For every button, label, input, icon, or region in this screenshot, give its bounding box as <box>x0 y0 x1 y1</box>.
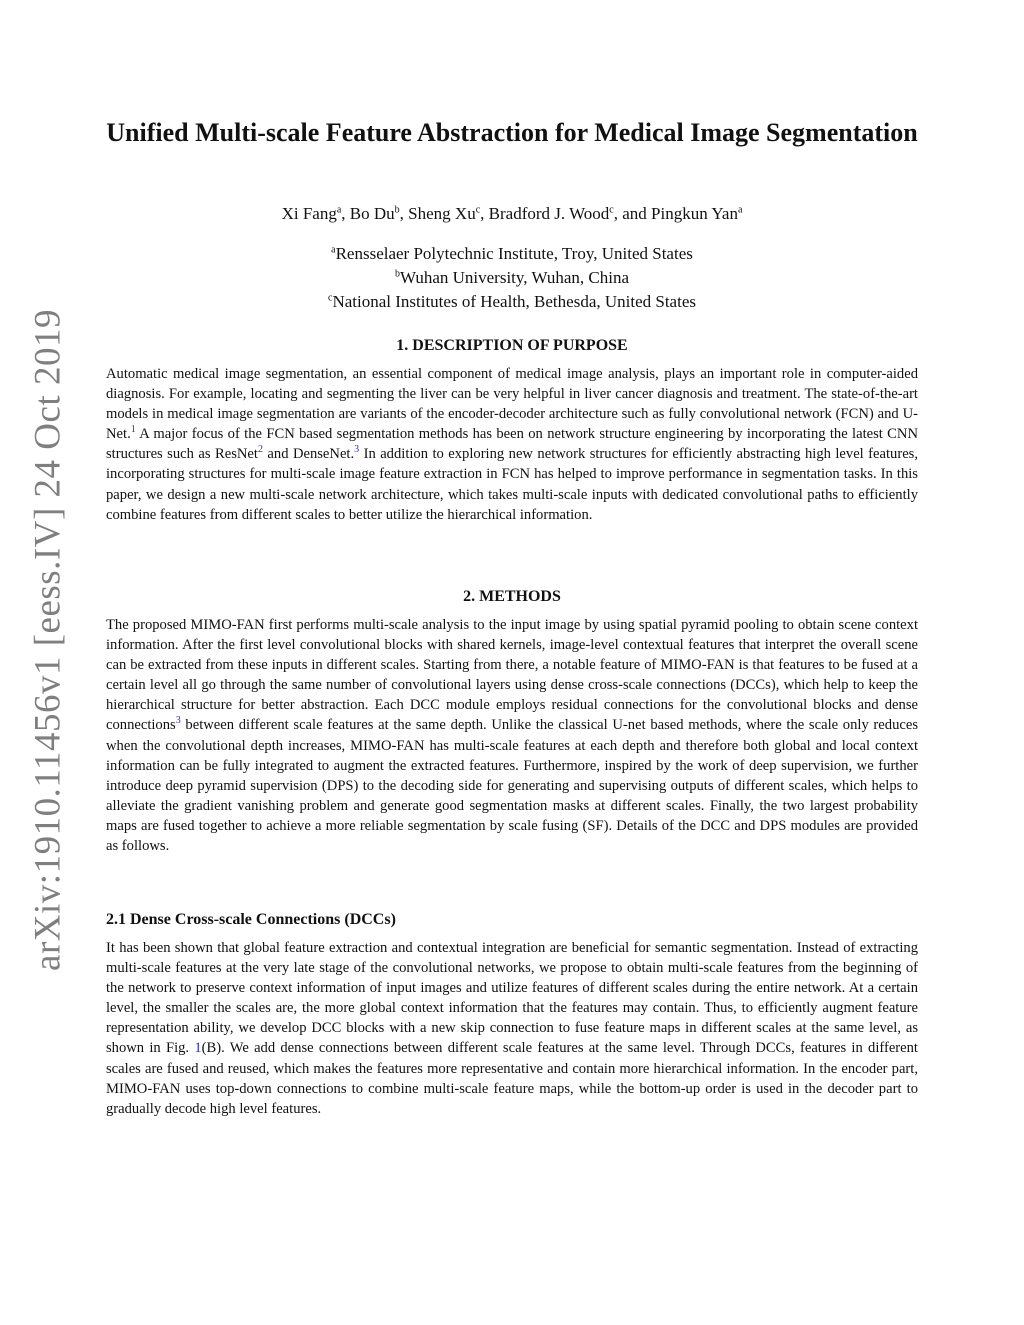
section-heading-purpose: 1. DESCRIPTION OF PURPOSE <box>396 337 628 354</box>
text-run: between different scale features at the same depth. Unlike the classical U-net based methods, where the scale only reduces when the convolutional depth increases, MIMO-FAN has multi-scale features at each depth and therefore both global and local context information can be fully integrated to augment the extracted features. Furthermore, inspired by the work of deep supervision, we further introduce deep pyramid supervision (DPS) to the decoding side for generating and supervising outputs of different scales, which helps to alleviate the gradient vanishing problem and generate good segmentation masks at different scales. Finally, the two largest probability maps are fused together to achieve a more reliable segmentation by scale fusing (SF). Details of the DCC and DPS modules are provided as follows. <box>106 717 918 855</box>
author-separator: , <box>341 204 350 223</box>
affiliation <box>100 266 924 290</box>
author-name: Xi Fang <box>281 204 337 223</box>
text-run: It has been shown that global feature extraction and contextual integration are beneficial for semantic segmentation. Instead of extracting multi-scale features at the very late stage of the convolutional networks, we propose to obtain multi-scale features from the beginning of the network to preserve context information of input images and utilize features of different scales during the entire network. At a certain level, the smaller the scales are, the more global context information that the features may contain. Thus, to efficiently augment feature representation ability, we develop DCC blocks with a new skip connection to fuse feature maps in different scales at the same level, as shown in Fig. <box>106 940 918 1057</box>
author-name: Bradford J. Wood <box>488 204 610 223</box>
author-separator: , <box>399 204 409 223</box>
author-affil-mark: a <box>336 204 342 216</box>
dcc-paragraph <box>106 938 918 1119</box>
author-separator: , and <box>613 204 652 223</box>
section-heading-methods: 2. METHODS <box>463 588 561 605</box>
text-run: In addition to exploring new network structures for efficiently abstracting high level features, incorporating structures for multi-scale image feature extraction in FCN has helped to improve performance in segmentation tasks. In this paper, we design a new multi-scale network architecture, which takes multi-scale inputs with dedicated convolutional paths to efficiently combine features from different scales to better utilize the hierarchical information. <box>106 446 919 523</box>
affiliation-mark: b <box>394 268 400 280</box>
author-affil-mark: c <box>475 204 481 216</box>
affiliation-text: Wuhan University, Wuhan, China <box>399 268 630 287</box>
author-affil-mark: b <box>394 204 400 216</box>
author-name: Sheng Xu <box>408 204 476 223</box>
text-run: and DenseNet. <box>262 446 355 463</box>
affiliation <box>100 242 924 266</box>
text-run: (B). We add dense connections between different scale features at the same level. Through DCCs, features in different scales are fused and reused, which makes the features more representative and contain more hierarchical information. In the encoder part, MIMO-FAN uses top-down connections to combine multi-scale feature maps, while the bottom-up order is used in the decoder part to gradually decode high level features. <box>106 1040 918 1117</box>
arxiv-identifier: arXiv:1910.11456v1 [eess.IV] 24 Oct 2019 <box>27 309 69 971</box>
affiliation <box>100 290 924 314</box>
affiliation-text: National Institutes of Health, Bethesda, United States <box>332 292 696 311</box>
text-run: The proposed MIMO-FAN first performs multi-scale analysis to the input image by using spatial pyramid pooling to obtain scene context information. After the first level convolutional blocks with shared kernels, image-level contextual features that interpret the overall scene can be extracted from these inputs in different scales. Starting from there, a notable feature of MIMO-FAN is that features to be fused at a certain level all go through the same number of convolutional layers using dense cross-scale connections (DCCs), which help to keep the hierarchical structure for better abstraction. Each DCC module employs residual connections for the convolutional blocks and dense connections <box>106 617 918 734</box>
affiliation-list <box>100 242 924 314</box>
author-name: Pingkun Yan <box>651 204 738 223</box>
figure-link[interactable]: 1 <box>194 1040 202 1057</box>
citation-link[interactable]: 1 <box>130 424 136 436</box>
affiliation-mark: c <box>328 292 333 304</box>
methods-paragraph <box>106 615 918 856</box>
author-list <box>100 203 924 225</box>
subsection-heading-dcc: 2.1 Dense Cross-scale Connections (DCCs) <box>106 911 396 928</box>
citation-link[interactable]: 3 <box>354 444 360 456</box>
author-separator: , <box>480 204 489 223</box>
citation-link[interactable]: 3 <box>175 715 181 727</box>
purpose-paragraph <box>106 364 918 525</box>
affiliation-mark: a <box>331 244 336 256</box>
author-affil-mark: a <box>737 204 743 216</box>
author-name: Bo Du <box>349 204 395 223</box>
author-affil-mark: c <box>609 204 614 216</box>
text-run: A major focus of the FCN based segmentation methods has been on network structure engineering by incorporating the latest CNN structures such as ResNet <box>106 426 918 463</box>
citation-link[interactable]: 2 <box>257 444 263 456</box>
affiliation-text: Rensselaer Polytechnic Institute, Troy, United States <box>335 244 693 263</box>
paper-title: Unified Multi-scale Feature Abstraction for Medical Image Segmentation <box>106 118 918 147</box>
text-run: Automatic medical image segmentation, an essential component of medical image analysis, plays an important role in computer-aided diagnosis. For example, locating and segmenting the liver can be very helpful in liver cancer diagnosis and treatment. The state-of-the-art models in medical image segmentation are variants of the encoder-decoder architecture such as fully convolutional network (FCN) and U-Net. <box>106 366 918 443</box>
